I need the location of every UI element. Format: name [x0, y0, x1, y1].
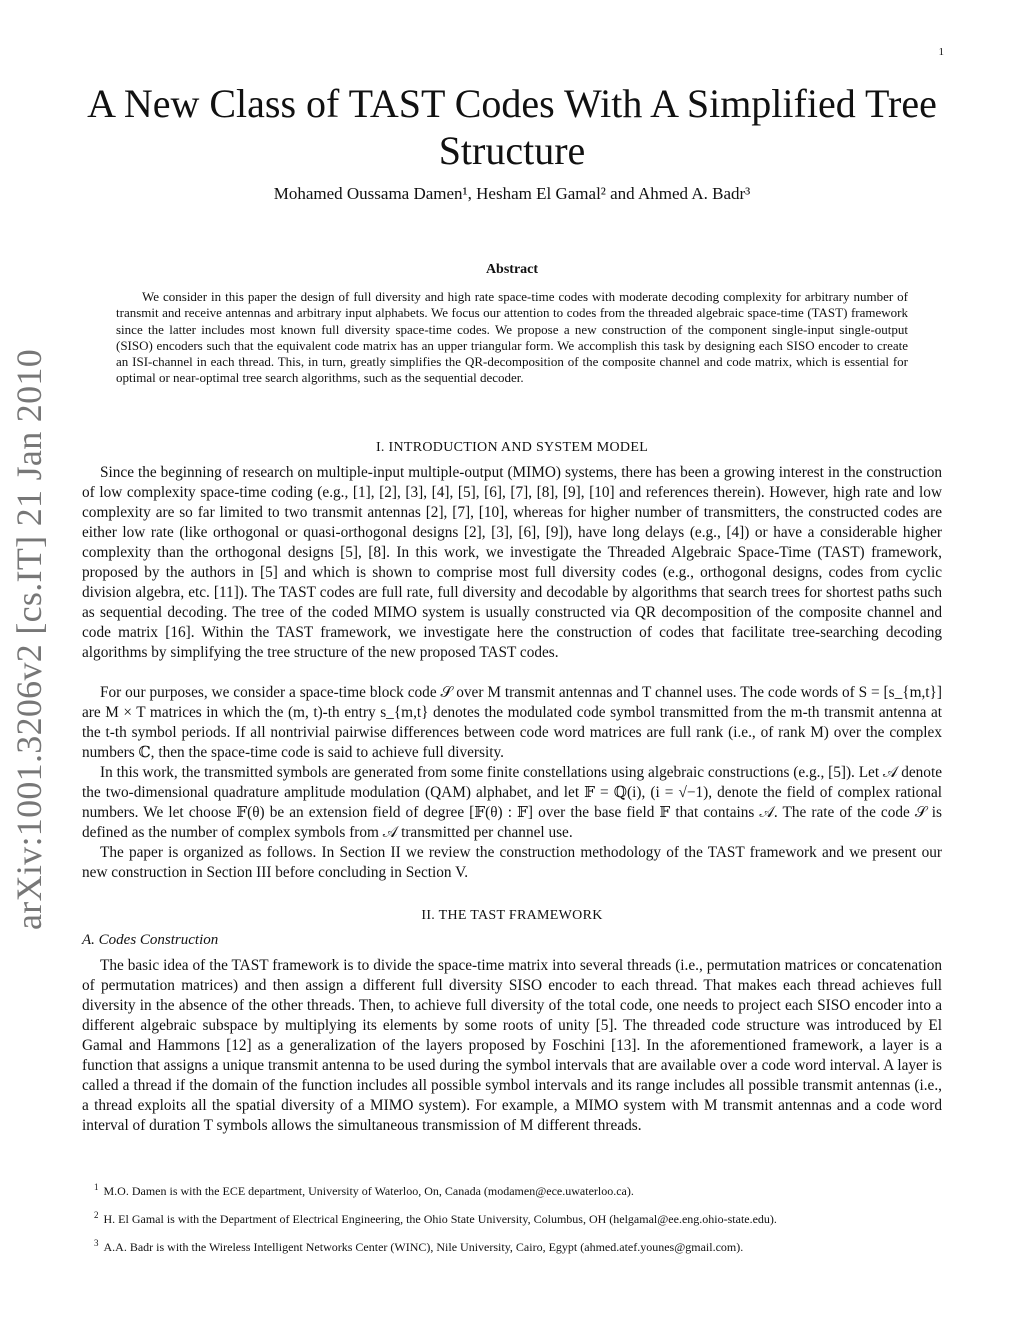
arxiv-stamp: arXiv:1001.3206v2 [cs.IT] 21 Jan 2010 — [9, 349, 49, 930]
footnote-mark: 2 — [94, 1210, 99, 1220]
paragraph: The paper is organized as follows. In Section II we review the construction methodology of the TAST framework and we present our new construction in Section III before concluding in Section V. — [82, 844, 942, 881]
paragraph: The basic idea of the TAST framework is to divide the space-time matrix into several threads (i.e., permutation matrices or concatenation of permutation matrices) and then assign a different full diversity SISO encoder to each thread. That makes each thread achieves full diversity in the absence of the other threads. Then, to achieve full diversity of the total code, one needs to project each SISO encoder into a different algebraic subspace by multiplying its elements by some roots of unity [5]. The threaded code structure was introduced by El Gamal and Hammons [12] as a generalization of the layers proposed by Foschini [13]. In the aforementioned framework, a layer is a function that assigns a unique transmit antenna to be used during the symbol intervals that are available over a code word interval. A layer is called a thread if the domain of the function includes all possible symbol intervals and its range includes all possible transmit antennas (i.e., a thread exploits all the spatial diversity of a MIMO system). For example, a MIMO system with M transmit antennas and a code word interval of duration T symbols allows the simultaneous transmission of M different threads. — [82, 957, 942, 1134]
paper-title: A New Class of TAST Codes With A Simplified Tree Structure — [87, 81, 937, 173]
footnote-text: A.A. Badr is with the Wireless Intelligent Networks Center (WINC), Nile University, Cairo, Egypt (ahmed.atef.younes@gmail.com). — [103, 1240, 744, 1254]
footnote-text: H. El Gamal is with the Department of Electrical Engineering, the Ohio State University, Columbus, OH (helgamal@ee.eng.ohio-state.edu). — [103, 1212, 777, 1226]
footnote-mark: 1 — [94, 1182, 99, 1192]
section-2-heading: II. THE TAST FRAMEWORK — [421, 908, 603, 923]
paragraph: In this work, the transmitted symbols are generated from some finite constellations using algebraic constructions (e.g., [5]). Let 𝒜 denote the two-dimensional quadrature amplitude modulation (QAM) alphabet, and let 𝔽 = ℚ(i), (i = √−1), denote the field of complex rational numbers. We let choose 𝔽(θ) be an extension field of degree [𝔽(θ) : 𝔽] over the base field 𝔽 that contains 𝒜. The rate of the code 𝒮 is defined as the number of complex symbols from 𝒜 transmitted per channel use. — [82, 764, 942, 841]
abstract-body: We consider in this paper the design of full diversity and high rate space-time codes with moderate decoding complexity for arbitrary number of transmit and receive antennas and arbitrary input alphabets. We focus our attention to codes from the threaded algebraic space-time (TAST) framework since the latter includes most known full diversity space-time codes. We propose a new construction of the component single-input single-output (SISO) encoders such that the equivalent code matrix has an upper triangular form. We accomplish this task by designing each SISO encoder to create an ISI-channel in each thread. This, in turn, greatly simplifies the QR-decomposition of the composite channel and code matrix, which is essential for optimal or near-optimal tree search algorithms, such as the sequential decoder. — [116, 289, 908, 386]
footnote-mark: 3 — [94, 1238, 99, 1248]
paragraph: Since the beginning of research on multiple-input multiple-output (MIMO) systems, there has been a growing interest in the construction of low complexity space-time coding (e.g., [1], [2], [3], [4], [5], [6], [7], [8], [9], [10] and references therein). However, high rate and low complexity are so far limited to two transmit antennas [2], [7], [10], whereas for higher number of transmitters, the constructed codes are either low rate (like orthogonal or quasi-orthogonal designs [2], [3], [6], [9]), have long delays (e.g., [4]) or have a considerable higher complexity than the orthogonal designs [5], [8]. In this work, we investigate the Threaded Algebraic Space-Time (TAST) framework, proposed by the authors in [5] and which is shown to comprise most full diversity codes (e.g., orthogonal designs, codes from cyclic division algebra, etc. [11]). The TAST codes are full rate, full diversity and decodable by algorithms that search trees for shortest paths such as sequential decoding. The tree of the coded MIMO system is usually constructed via QR decomposition of the composite channel and code matrix [16]. Within the TAST framework, we investigate here the construction of codes that facilitate tree-searching decoding algorithms by simplifying the tree structure of the new proposed TAST codes. — [82, 464, 942, 661]
footnote — [94, 1180, 942, 1199]
abstract-heading: Abstract — [485, 262, 539, 277]
footnote — [94, 1236, 942, 1255]
footnote-text: M.O. Damen is with the ECE department, University of Waterloo, On, Canada (modamen@ece.uwaterloo.ca). — [103, 1184, 634, 1198]
page-number: 1 — [938, 46, 944, 58]
footnotes — [94, 1180, 942, 1264]
paragraph: For our purposes, we consider a space-time block code 𝒮 over M transmit antennas and T channel uses. The code words of S = [s_{m,t}] are M × T matrices in which the (m, t)-th entry s_{m,t} denotes the modulated code symbol transmitted from the m-th transmit antenna at the t-th symbol periods. If all nontrivial pairwise differences between code word matrices are full rank (i.e., of rank M) over the complex numbers ℂ, then the space-time code is said to achieve full diversity. — [82, 684, 942, 761]
section-1-heading: I. INTRODUCTION AND SYSTEM MODEL — [375, 440, 649, 455]
subsection-heading: A. Codes Construction — [82, 932, 219, 948]
footnote — [94, 1208, 942, 1227]
author-list: Mohamed Oussama Damen¹, Hesham El Gamal² and Ahmed A. Badr³ — [273, 184, 751, 203]
